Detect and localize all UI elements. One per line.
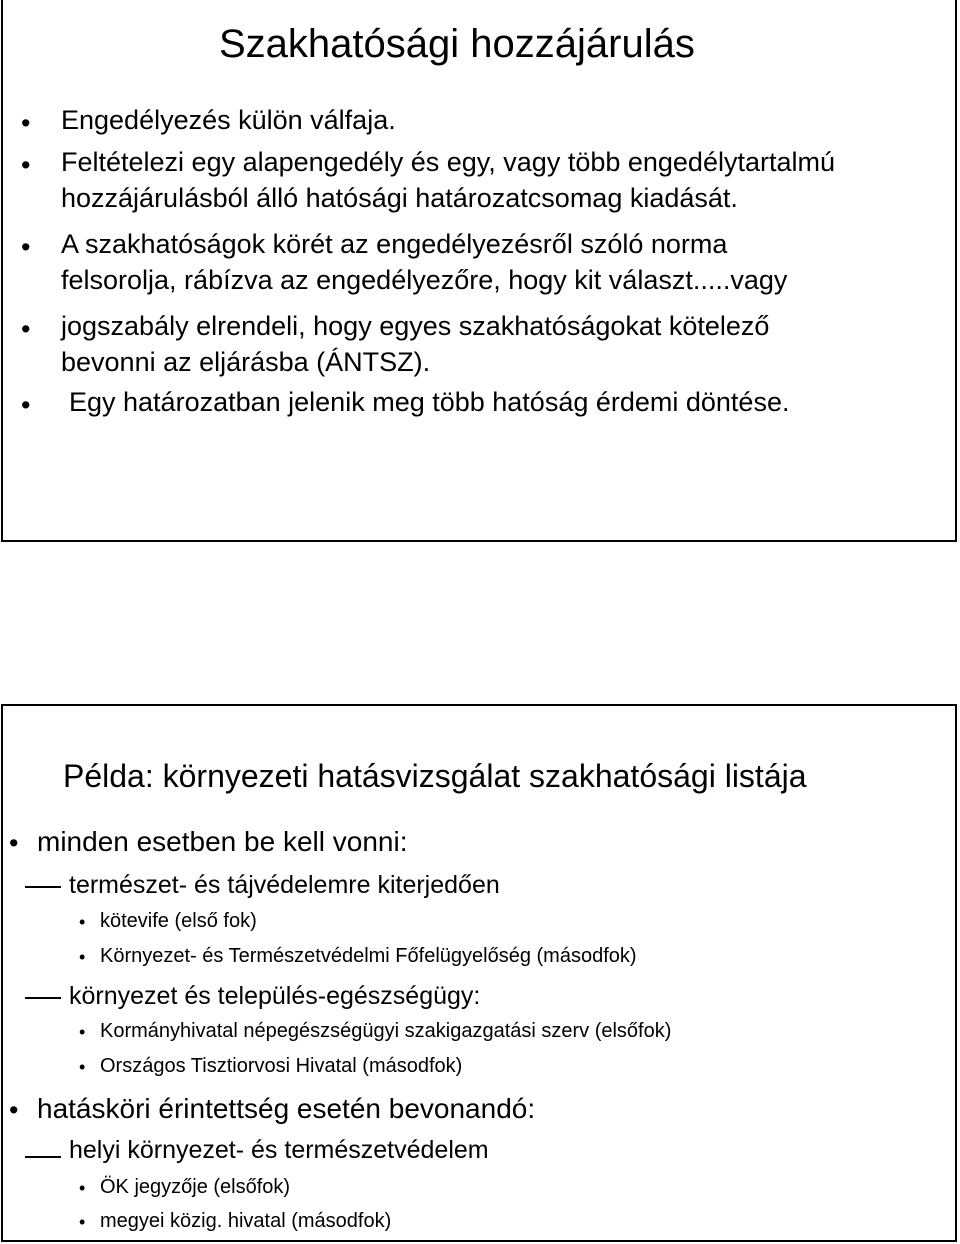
slide-1-bullet-3-line-1: A szakhatóságok körét az engedélyezésről szóló norma [61, 229, 728, 259]
section-1-group-1-item-2: Környezet- és Természetvédelmi Főfelügyelőség (másodfok) [100, 945, 637, 967]
bullet-icon: • [79, 1057, 86, 1077]
slide-1-bullet-2-line-1: Feltételezi egy alapengedély és egy, vagy több engedélytartalmú [61, 147, 835, 177]
dash-icon [25, 886, 61, 888]
bullet-icon: • [79, 912, 86, 932]
bullet-icon: • [79, 1022, 86, 1042]
section-2-group-1-item-1: ÖK jegyzője (elsőfok) [100, 1176, 291, 1198]
bullet-icon: • [21, 232, 31, 262]
bullet-icon: • [9, 1095, 19, 1125]
bullet-icon: • [21, 150, 31, 180]
bullet-icon: • [79, 1212, 86, 1232]
section-1-heading: minden esetben be kell vonni: [37, 826, 408, 857]
section-1-group-1-item-1: kötevife (első fok) [100, 910, 257, 932]
section-1-group-1-label: természet- és tájvédelemre kiterjedően [69, 871, 500, 899]
section-2-group-1-label: helyi környezet- és természetvédelem [69, 1136, 489, 1164]
section-2-heading: hatásköri érintettség esetén bevonandó: [37, 1093, 536, 1124]
slide-1-bullet-4-line-1: jogszabály elrendeli, hogy egyes szakhatóságokat kötelező [61, 311, 770, 341]
section-2-group-1-item-2: megyei közig. hivatal (másodfok) [100, 1210, 392, 1232]
section-1-group-2-item-2: Országos Tisztiorvosi Hivatal (másodfok) [100, 1055, 463, 1077]
section-1-group-2-item-1: Kormányhivatal népegészségügyi szakigazgatási szerv (elsőfok) [100, 1020, 672, 1042]
slide-1-bullet-1: Engedélyezés külön válfaja. [61, 105, 396, 135]
slide-1-bullet-5: Egy határozatban jelenik meg több hatóság érdemi döntése. [69, 387, 790, 417]
bullet-icon: • [79, 947, 86, 967]
bullet-icon: • [21, 314, 31, 344]
slide-2 [1, 704, 957, 1242]
section-1-group-2-label: környezet és település-egészségügy: [69, 982, 481, 1010]
slide-1-bullet-2-line-2: hozzájárulásból álló hatósági határozatcsomag kiadását. [61, 183, 738, 213]
slide-1-title: Szakhatósági hozzájárulás [219, 22, 695, 66]
slide-1-bullet-4-line-2: bevonni az eljárásba (ÁNTSZ). [61, 347, 431, 377]
slide-2-title: Példa: környezeti hatásvizsgálat szakhatósági listája [63, 758, 807, 794]
dash-icon [25, 1156, 61, 1158]
bullet-icon: • [79, 1178, 86, 1198]
dash-icon [25, 997, 61, 999]
slide-1-bullet-3-line-2: felsorolja, rábízva az engedélyezőre, hogy kit választ.....vagy [61, 265, 788, 295]
slide-1 [1, 0, 957, 542]
bullet-icon: • [21, 390, 31, 420]
bullet-icon: • [21, 108, 31, 138]
bullet-icon: • [9, 828, 19, 858]
